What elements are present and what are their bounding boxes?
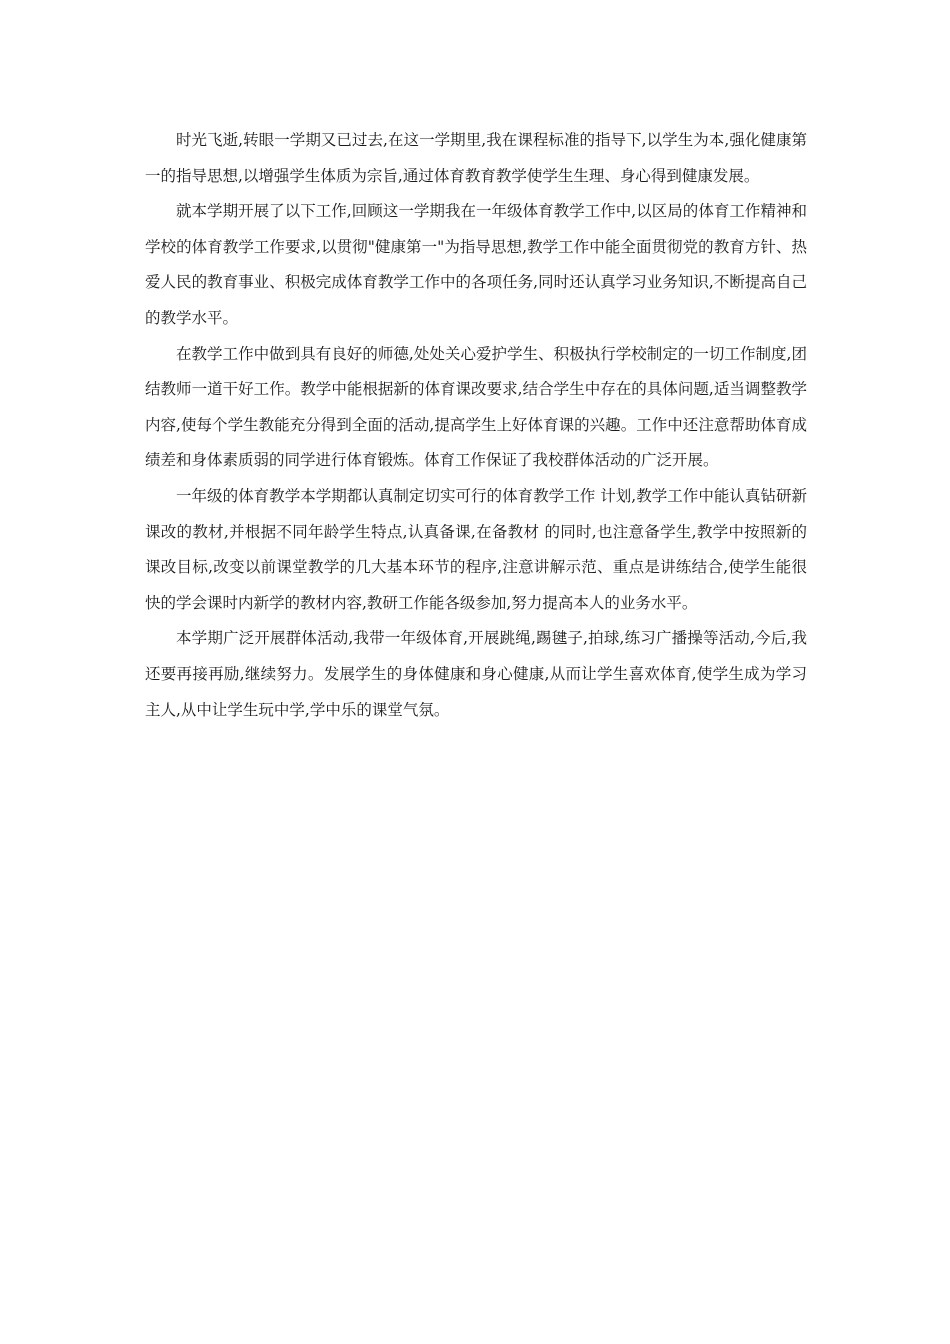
paragraph-2: 就本学期开展了以下工作,回顾这一学期我在一年级体育教学工作中,以区局的体育工作精神和学校的体育教学工作要求,以贯彻"健康第一"为指导思想,教学工作中能全面贯彻党的教育方针、热爱人民的教育事业、积极完成体育教学工作中的各项任务,同时还认真学习业务知识,不断提高自己的教学水平。 [145,202,807,327]
paragraph-4: 一年级的体育教学本学期都认真制定切实可行的体育教学工作 计划,教学工作中能认真钻研新课改的教材,并根据不同年龄学生特点,认真备课,在备教材 的同时,也注意备学生,教学中按照新的课改目标,改变以前课堂教学的几大基本环节的程序,注意讲解示范、重点是讲练结合,使学生能很快的学会课时内新学的教材内容,教研工作能各级参加,努力提高本人的业务水平。 [145,486,807,612]
paragraph-3: 在教学工作中做到具有良好的师德,处处关心爱护学生、积极执行学校制定的一切工作制度,团结教师一道干好工作。教学中能根据新的体育课改要求,结合学生中存在的具体问题,适当调整教学内容,使每个学生教能充分得到全面的活动,提高学生上好体育课的兴趣。工作中还注意帮助体育成绩差和身体素质弱的同学进行体育锻炼。体育工作保证了我校群体活动的广泛开展。 [145,344,807,470]
paragraph-1: 时光飞逝,转眼一学期又已过去,在这一学期里,我在课程标准的指导下,以学生为本,强化健康第一的指导思想,以增强学生体质为宗旨,通过体育教育教学使学生生理、身心得到健康发展。 [145,131,807,185]
paragraph-5: 本学期广泛开展群体活动,我带一年级体育,开展跳绳,踢毽子,拍球,练习广播操等活动,今后,我还要再接再励,继续努力。发展学生的身体健康和身心健康,从而让学生喜欢体育,使学生成为学习主人,从中让学生玩中学,学中乐的课堂气氛。 [145,629,807,719]
document-body [145,123,807,728]
